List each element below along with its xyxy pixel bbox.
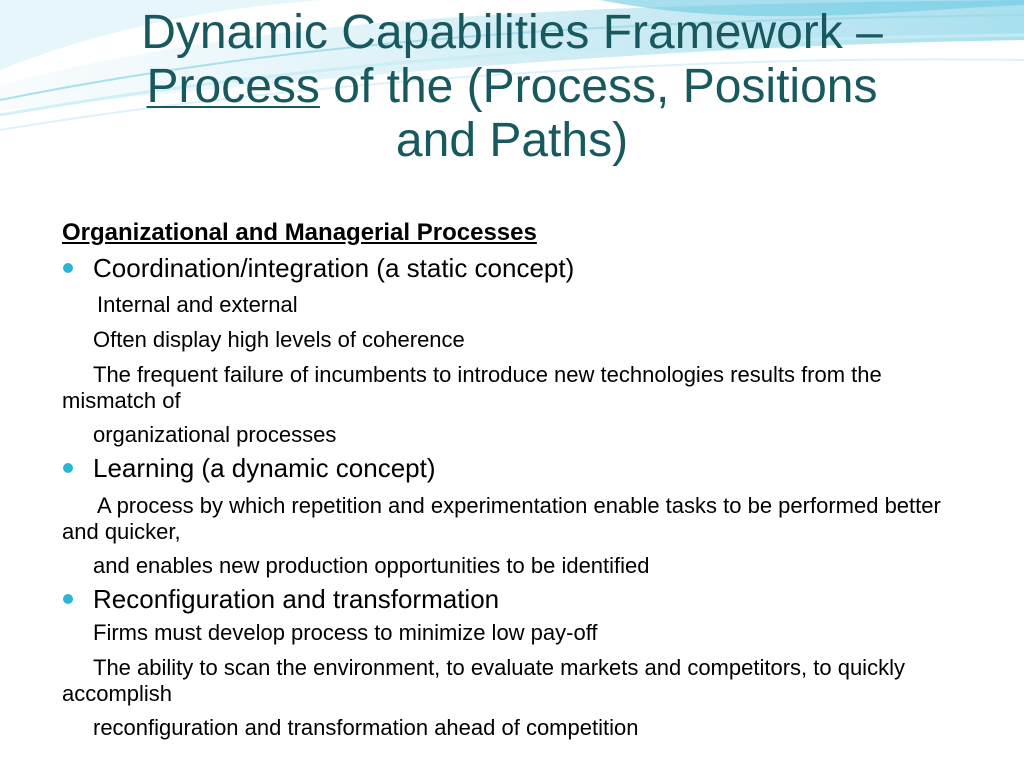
bullet-coordination [62, 253, 962, 283]
bullet-label: Learning (a dynamic concept) [93, 453, 436, 483]
title-line-2: of the (Process, Positions [319, 60, 878, 113]
sub-line: reconfiguration and transformation ahead of competition [93, 715, 639, 740]
bullet-label: Coordination/integration (a static concept) [93, 253, 575, 283]
sub-line: A process by which repetition and experimentation enable tasks to be performed better and quicker, [62, 493, 941, 544]
sub-line: Often display high levels of coherence [93, 327, 465, 352]
section-heading: Organizational and Managerial Processes [62, 219, 537, 246]
bullet-dot-icon [63, 263, 73, 273]
sub-line: and enables new production opportunities to be identified [93, 553, 650, 578]
bullet-reconfiguration [62, 584, 962, 614]
bullet-label: Reconfiguration and transformation [93, 584, 500, 614]
bullet-dot-icon [63, 594, 73, 604]
slide-body [62, 218, 962, 741]
sub-line: The frequent failure of incumbents to introduce new technologies results from the mismatch of [62, 362, 882, 413]
sub-line: Firms must develop process to minimize low pay-off [93, 620, 598, 645]
sub-line: Internal and external [97, 292, 298, 317]
sub-line: The ability to scan the environment, to evaluate markets and competitors, to quickly accomplish [62, 655, 905, 706]
title-line-3: and Paths) [395, 114, 629, 167]
slide-title [40, 6, 984, 168]
bullet-learning [62, 453, 962, 483]
sub-line: organizational processes [93, 422, 337, 447]
bullet-dot-icon [63, 463, 73, 473]
title-line-1: Dynamic Capabilities Framework – [141, 6, 883, 59]
title-underlined-word: Process [146, 60, 320, 113]
